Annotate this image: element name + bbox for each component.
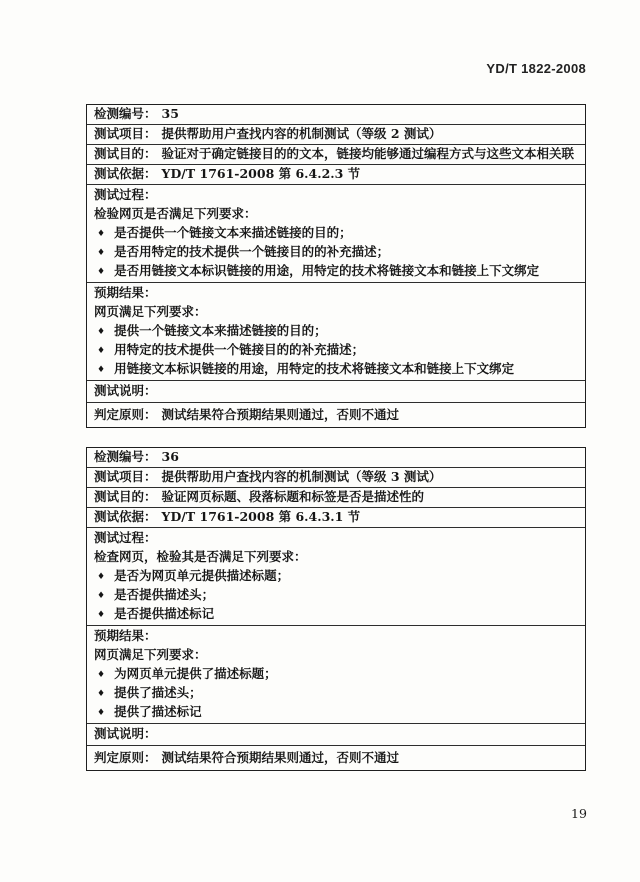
test-basis-label: 测试依据： — [94, 509, 157, 525]
row-test-number — [87, 105, 585, 125]
row-test-process — [87, 528, 585, 626]
checklist-item-text: 提供了描述标记 — [114, 704, 202, 720]
checklist-item — [94, 605, 578, 624]
row-test-item — [87, 468, 585, 488]
test-process-intro: 检验网页是否满足下列要求： — [94, 206, 257, 222]
row-expected-result — [87, 626, 585, 724]
test-process-label: 测试过程： — [94, 187, 157, 203]
row-expected-result — [87, 283, 585, 381]
diamond-bullet-icon: ♦ — [97, 571, 106, 582]
test-process-label-line — [94, 529, 578, 548]
test-process-intro: 检查网页，检验其是否满足下列要求： — [94, 549, 307, 565]
checklist-item — [94, 243, 578, 262]
checklist-item-text: 用链接文本标识链接的用途，用特定的技术将链接文本和链接上下文绑定 — [114, 361, 515, 377]
diamond-bullet-icon: ♦ — [97, 345, 106, 356]
diamond-bullet-icon: ♦ — [97, 707, 106, 718]
diamond-bullet-icon: ♦ — [97, 326, 106, 337]
test-process-intro-line — [94, 548, 578, 567]
judgment-text: 测试结果符合预期结果则通过，否则不通过 — [161, 406, 400, 422]
checklist-item — [94, 567, 578, 586]
row-test-process — [87, 185, 585, 283]
diamond-bullet-icon: ♦ — [97, 228, 106, 239]
test-note-label: 测试说明： — [94, 726, 157, 742]
diamond-bullet-icon: ♦ — [97, 669, 106, 680]
checklist-item — [94, 586, 578, 605]
test-item-label: 测试项目： — [94, 469, 157, 485]
row-test-purpose — [87, 488, 585, 508]
expected-result-label: 预期结果： — [94, 628, 157, 644]
checklist-item-text: 是否提供一个链接文本来描述链接的目的； — [114, 225, 352, 241]
checklist-item-text: 为网页单元提供了描述标题； — [114, 666, 277, 682]
test-purpose-label: 测试目的： — [94, 489, 157, 505]
expected-result-intro: 网页满足下列要求： — [94, 304, 207, 320]
row-test-item — [87, 125, 585, 145]
expected-result-intro-line — [94, 303, 578, 322]
page-number: 19 — [571, 806, 587, 821]
row-judgment — [87, 403, 585, 427]
row-test-purpose — [87, 145, 585, 165]
expected-result-label: 预期结果： — [94, 285, 157, 301]
checklist-item-text: 是否提供描述头； — [114, 587, 215, 603]
row-judgment — [87, 746, 585, 770]
expected-result-intro: 网页满足下列要求： — [94, 647, 207, 663]
test-item-label: 测试项目： — [94, 126, 157, 142]
expected-result-label-line — [94, 284, 578, 303]
test-item-value: 提供帮助用户查找内容的机制测试（等级 3 测试） — [161, 469, 442, 485]
checklist-item — [94, 360, 578, 379]
row-test-basis — [87, 165, 585, 185]
test-note-label: 测试说明： — [94, 383, 157, 399]
checklist-item — [94, 684, 578, 703]
test-basis-value: YD/T 1761-2008 第 6.4.3.1 节 — [161, 509, 361, 525]
test-number-value: 36 — [161, 449, 179, 465]
judgment-text: 测试结果符合预期结果则通过，否则不通过 — [161, 749, 400, 765]
diamond-bullet-icon: ♦ — [97, 266, 106, 277]
checklist-item — [94, 224, 578, 243]
test-purpose-value: 验证对于确定链接目的的文本，链接均能够通过编程方式与这些文本相关联 — [161, 146, 575, 162]
checklist-item-text: 是否用特定的技术提供一个链接目的的补充描述； — [114, 244, 390, 260]
test-item-value: 提供帮助用户查找内容的机制测试（等级 2 测试） — [161, 126, 442, 142]
test-number-value: 35 — [161, 106, 179, 122]
diamond-bullet-icon: ♦ — [97, 688, 106, 699]
test-process-intro-line — [94, 205, 578, 224]
test-purpose-value: 验证网页标题、段落标题和标签是否是描述性的 — [161, 489, 425, 505]
diamond-bullet-icon: ♦ — [97, 247, 106, 258]
test-process-label-line — [94, 186, 578, 205]
checklist-item — [94, 665, 578, 684]
document-code-header: YD/T 1822-2008 — [486, 61, 586, 76]
test-purpose-label: 测试目的： — [94, 146, 157, 162]
checklist-item — [94, 341, 578, 360]
checklist-item-text: 提供了描述头； — [114, 685, 202, 701]
test-number-label: 检测编号： — [94, 449, 157, 465]
diamond-bullet-icon: ♦ — [97, 364, 106, 375]
test-process-label: 测试过程： — [94, 530, 157, 546]
diamond-bullet-icon: ♦ — [97, 609, 106, 620]
judgment-label: 判定原则： — [94, 749, 157, 765]
row-test-basis — [87, 508, 585, 528]
checklist-item — [94, 703, 578, 722]
expected-result-label-line — [94, 627, 578, 646]
checklist-item — [94, 322, 578, 341]
row-test-note — [87, 381, 585, 403]
row-test-number — [87, 448, 585, 468]
diamond-bullet-icon: ♦ — [97, 590, 106, 601]
judgment-label: 判定原则： — [94, 406, 157, 422]
row-test-note — [87, 724, 585, 746]
test-case-table-36 — [86, 447, 586, 771]
checklist-item-text: 是否提供描述标记 — [114, 606, 215, 622]
checklist-item-text: 是否用链接文本标识链接的用途，用特定的技术将链接文本和链接上下文绑定 — [114, 263, 540, 279]
checklist-item-text: 是否为网页单元提供描述标题； — [114, 568, 290, 584]
checklist-item — [94, 262, 578, 281]
checklist-item-text: 用特定的技术提供一个链接目的的补充描述； — [114, 342, 365, 358]
test-basis-label: 测试依据： — [94, 166, 157, 182]
checklist-item-text: 提供一个链接文本来描述链接的目的； — [114, 323, 327, 339]
test-basis-value: YD/T 1761-2008 第 6.4.2.3 节 — [161, 166, 361, 182]
expected-result-intro-line — [94, 646, 578, 665]
test-number-label: 检测编号： — [94, 106, 157, 122]
test-case-table-35 — [86, 104, 586, 428]
